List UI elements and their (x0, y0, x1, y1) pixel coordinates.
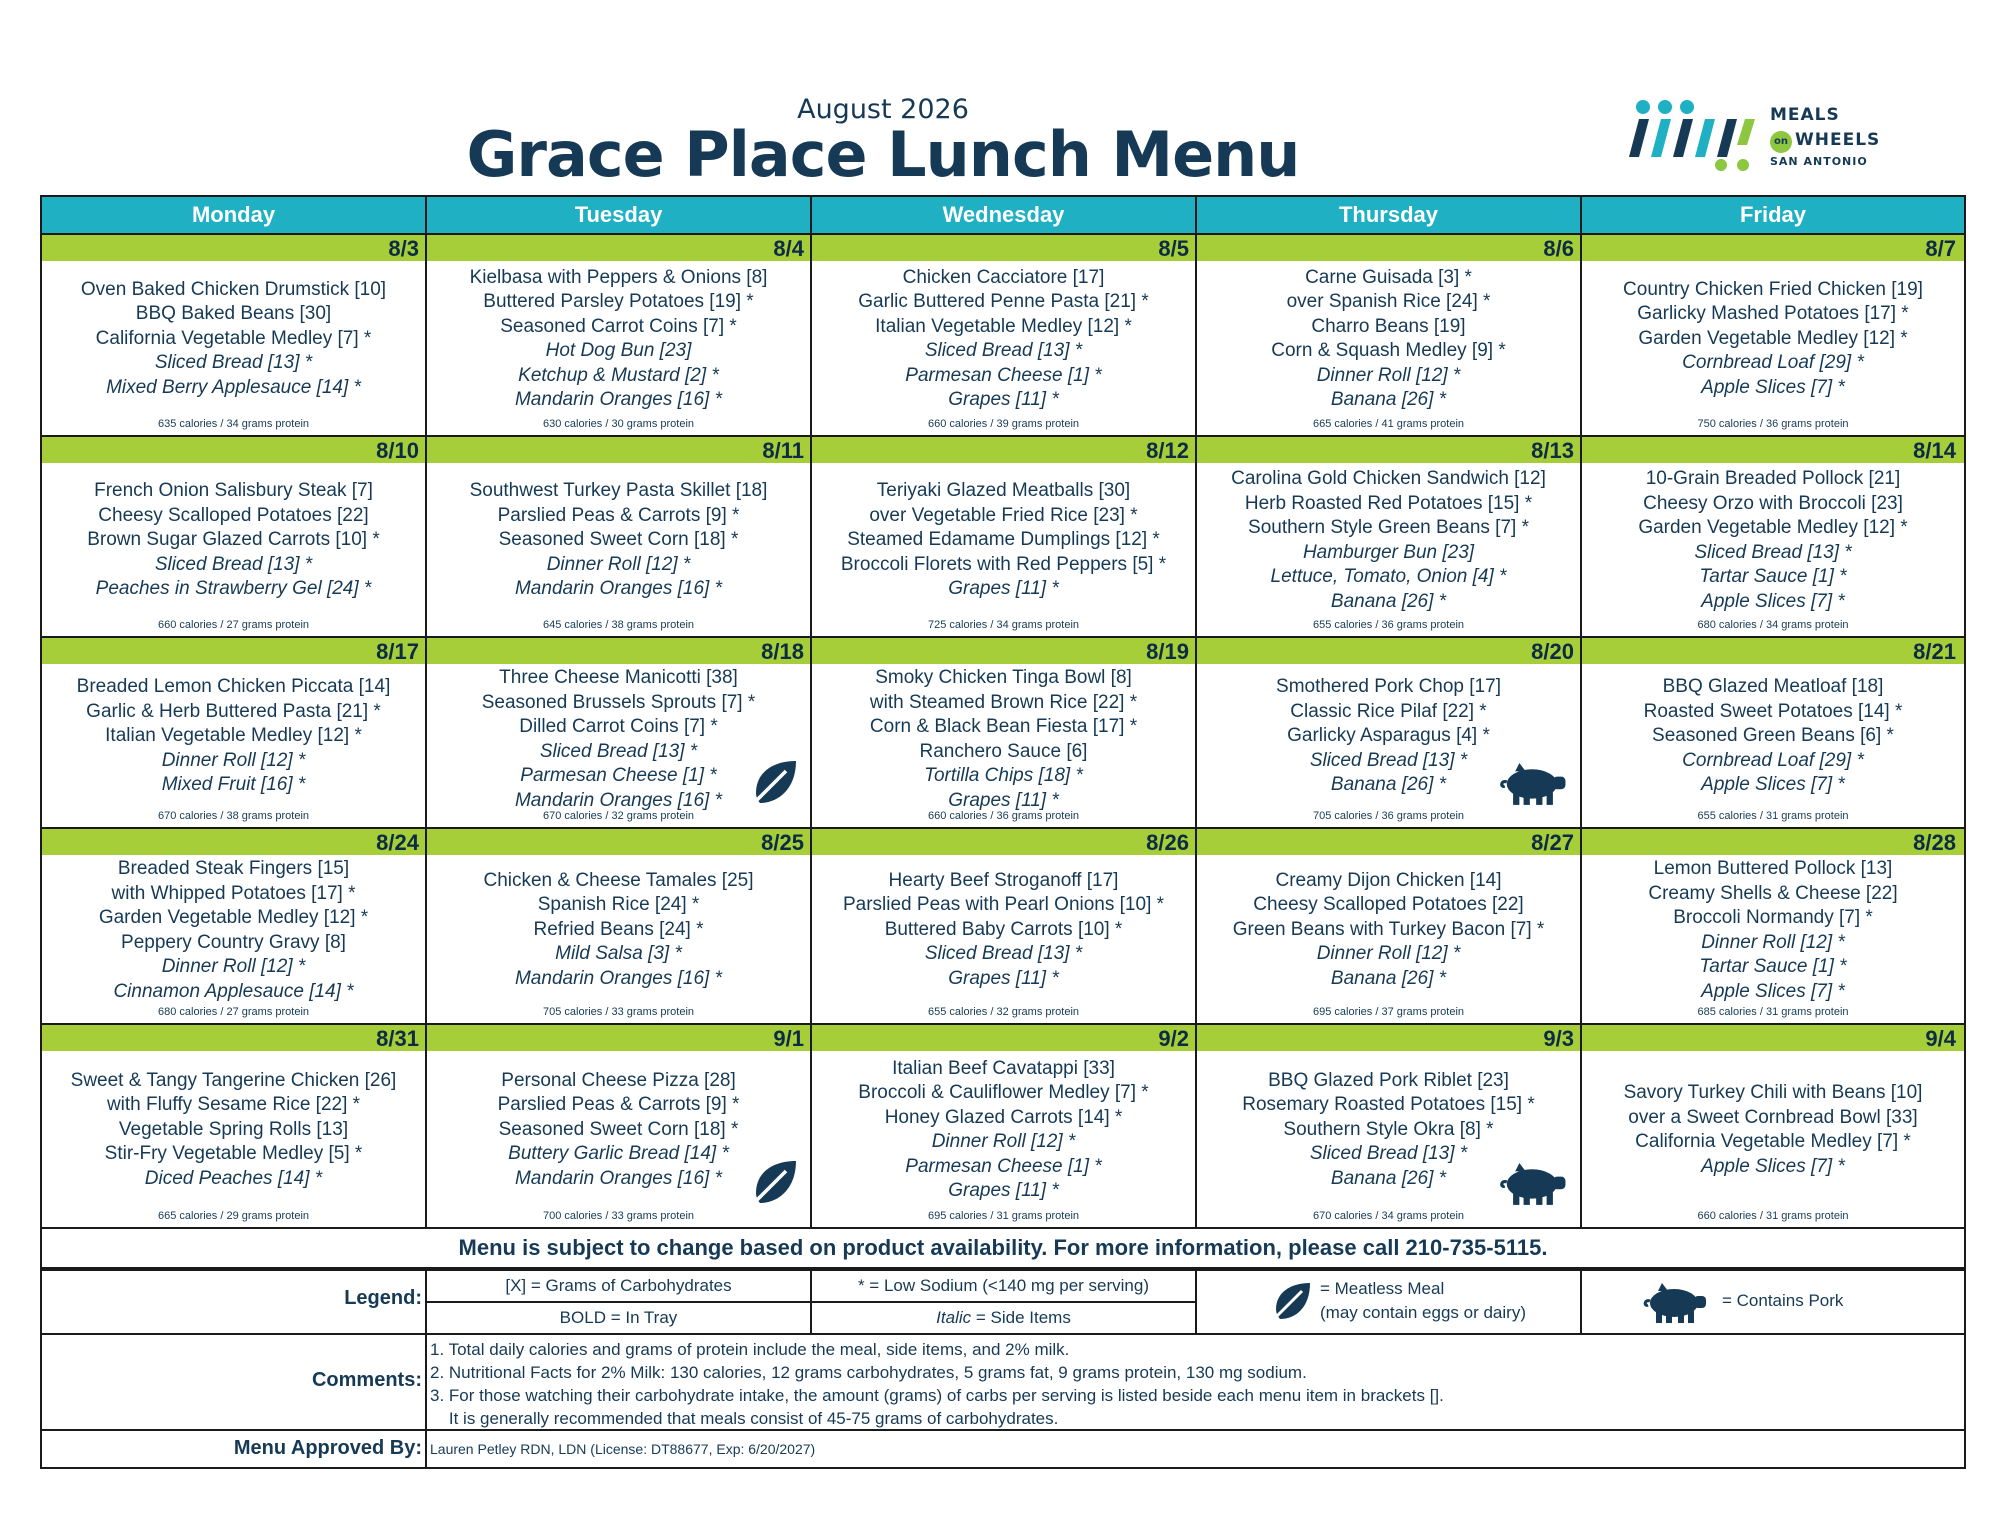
date-label: 9/3 (1543, 1026, 1574, 1051)
side-item: Dinner Roll [12] * (546, 553, 691, 575)
meal-item: Corn & Squash Medley [9] * (1271, 340, 1506, 361)
meal-item: Oven Baked Chicken Drumstick [10] (80, 278, 387, 300)
meal-item: French Onion Salisbury Steak [7] (94, 480, 373, 502)
side-item: Buttery Garlic Bread [14] * (508, 1143, 729, 1165)
menu-item-list (427, 869, 810, 992)
meal-item: Creamy Dijon Chicken [14] (1275, 869, 1502, 891)
meal-item: Lemon Buttered Pollock [13] (1653, 858, 1893, 879)
menu-cell-monday (42, 636, 427, 827)
nutrition-summary: 660 calories / 36 grams protein (927, 810, 1080, 822)
nutrition-summary: 725 calories / 34 grams protein (927, 619, 1080, 631)
date-label: 9/2 (1158, 1026, 1189, 1051)
menu-cell-thursday (1197, 233, 1582, 435)
menu-item-list (42, 675, 425, 798)
meal-item: Brown Sugar Glazed Carrots [10] * (87, 529, 380, 551)
meal-item: Ranchero Sauce [6] (919, 740, 1088, 762)
legend-carbs: [X] = Grams of Carbohydrates (505, 1276, 732, 1295)
nutrition-summary: 655 calories / 36 grams protein (1312, 619, 1465, 631)
legend-italic-word: Italic (936, 1308, 972, 1327)
nutrition-summary: 665 calories / 29 grams protein (157, 1210, 310, 1222)
meal-item: Carolina Gold Chicken Sandwich [12] (1231, 468, 1546, 489)
meal-item: Italian Vegetable Medley [12] * (105, 725, 362, 747)
week-row (42, 233, 1964, 435)
approved-by-label: Menu Approved By: (233, 1437, 422, 1459)
menu-cell-wednesday (812, 636, 1197, 827)
nutrition-summary: 655 calories / 31 grams protein (1697, 810, 1849, 822)
date-label: 8/27 (1531, 830, 1574, 855)
meal-item: Italian Beef Cavatappi [33] (892, 1057, 1115, 1079)
meal-item: Carne Guisada [3] * (1305, 266, 1472, 288)
meal-item: Seasoned Sweet Corn [18] * (498, 1118, 739, 1140)
meal-item: Seasoned Brussels Sprouts [7] * (481, 691, 756, 713)
nutrition-summary: 655 calories / 32 grams protein (927, 1006, 1080, 1018)
side-item: Dinner Roll [12] * (1316, 364, 1461, 386)
meal-item: Parslied Peas & Carrots [9] * (497, 504, 740, 526)
legend-label: Legend: (344, 1287, 422, 1309)
menu-cell-friday (1582, 636, 1964, 827)
menu-cell-thursday (1197, 636, 1582, 827)
meal-item: Corn & Black Bean Fiesta [17] * (869, 716, 1138, 737)
comments-label: Comments: (311, 1369, 422, 1391)
meal-item: Garden Vegetable Medley [12] * (1638, 327, 1908, 349)
meal-item: Roasted Sweet Potatoes [14] * (1643, 700, 1903, 722)
legend-italic (812, 1308, 1195, 1328)
date-label: 8/31 (376, 1026, 419, 1051)
meal-item: Country Chicken Fried Chicken [19] (1623, 278, 1923, 300)
side-item: Mandarin Oranges [16] * (514, 1167, 722, 1189)
meal-item: with Whipped Potatoes [17] * (111, 882, 356, 904)
meal-item: Personal Cheese Pizza [28] (501, 1069, 736, 1091)
legend-low-sodium: * = Low Sodium (<140 mg per serving) (857, 1276, 1150, 1295)
meal-item: Broccoli Normandy [7] * (1673, 907, 1873, 928)
nutrition-summary: 665 calories / 41 grams protein (1312, 418, 1465, 430)
meal-item: California Vegetable Medley [7] * (1635, 1131, 1911, 1152)
pig-icon (1642, 1283, 1708, 1330)
meal-item: Sweet & Tangy Tangerine Chicken [26] (70, 1069, 397, 1091)
meal-item: 10-Grain Breaded Pollock [21] (1645, 468, 1901, 489)
menu-item-list (1197, 467, 1580, 614)
meals-on-wheels-logo (1625, 95, 1895, 173)
legend-pork: = Contains Pork (1722, 1291, 1844, 1310)
meal-item: Buttered Parsley Potatoes [19] * (483, 291, 754, 312)
day-header-tuesday: Tuesday (427, 197, 812, 233)
side-item: Mild Salsa [3] * (555, 943, 682, 965)
date-label: 8/3 (388, 236, 419, 261)
side-item: Grapes [11] * (948, 967, 1059, 989)
side-item: Grapes [11] * (948, 1180, 1059, 1201)
legend-meatless-note: (may contain eggs or dairy) (1320, 1303, 1526, 1322)
menu-cell-monday (42, 827, 427, 1023)
date-label: 8/5 (1158, 236, 1189, 261)
side-item: Dinner Roll [12] * (161, 749, 306, 771)
week-row (42, 1023, 1964, 1227)
side-item: Ketchup & Mustard [2] * (518, 364, 719, 386)
meal-item: Refried Beans [24] * (533, 918, 704, 940)
side-item: Sliced Bread [13] * (154, 352, 313, 374)
date-label: 8/10 (376, 438, 419, 463)
meal-item: Rosemary Roasted Potatoes [15] * (1242, 1094, 1535, 1116)
meal-item: BBQ Glazed Pork Riblet [23] (1268, 1069, 1509, 1091)
meal-item: Garlic Buttered Penne Pasta [21] * (858, 291, 1149, 312)
date-label: 8/21 (1913, 639, 1956, 664)
side-item: Sliced Bread [13] * (1694, 541, 1852, 563)
side-item: Banana [26] * (1330, 590, 1447, 612)
side-item: Tartar Sauce [1] * (1699, 566, 1847, 587)
meal-item: over Spanish Rice [24] * (1286, 291, 1491, 312)
side-item: Hot Dog Bun [23] (545, 340, 692, 361)
menu-month: August 2026 (797, 94, 969, 125)
menu-item-list (42, 857, 425, 1004)
approved-by-value: Lauren Petley RDN, LDN (License: DT88677, Exp: 6/20/2027) (430, 1441, 816, 1457)
menu-item-list (1582, 467, 1964, 614)
date-label: 8/19 (1146, 639, 1189, 664)
meal-item: Three Cheese Manicotti [38] (499, 667, 738, 688)
logo-text-meals: MEALS (1770, 105, 1840, 125)
side-item: Hamburger Bun [23] (1302, 541, 1475, 563)
side-item: Sliced Bread [13] * (924, 340, 1083, 361)
menu-cell-tuesday (427, 827, 812, 1023)
menu-item-list (1197, 869, 1580, 992)
week-row (42, 827, 1964, 1023)
side-item: Parmesan Cheese [1] * (520, 765, 717, 786)
meal-item: Broccoli & Cauliflower Medley [7] * (858, 1082, 1149, 1103)
nutrition-summary: 645 calories / 38 grams protein (542, 619, 695, 631)
menu-cell-tuesday (427, 1023, 812, 1227)
menu-cell-friday (1582, 435, 1964, 636)
side-item: Apple Slices [7] * (1701, 590, 1845, 612)
menu-item-list (1582, 1081, 1964, 1179)
nutrition-summary: 695 calories / 31 grams protein (927, 1210, 1080, 1222)
approval-section (40, 1431, 1966, 1469)
side-item: Grapes [11] * (948, 789, 1059, 811)
side-item: Dinner Roll [12] * (931, 1131, 1076, 1152)
meal-item: Smoky Chicken Tinga Bowl [8] (875, 667, 1132, 688)
date-label: 8/17 (376, 639, 419, 664)
legend-italic-rest: = Side Items (971, 1308, 1071, 1327)
meal-item: Savory Turkey Chili with Beans [10] (1623, 1082, 1923, 1103)
menu-cell-wednesday (812, 435, 1197, 636)
meal-item: Kielbasa with Peppers & Onions [8] (469, 266, 768, 288)
date-label: 8/13 (1531, 438, 1574, 463)
nutrition-summary: 685 calories / 31 grams protein (1697, 1006, 1849, 1018)
leaf-icon (748, 759, 800, 814)
side-item: Sliced Bread [13] * (154, 553, 313, 575)
date-label: 9/1 (773, 1026, 804, 1051)
menu-cell-tuesday (427, 435, 812, 636)
date-label: 8/7 (1925, 236, 1956, 261)
leaf-icon (748, 1159, 800, 1214)
menu-item-list (812, 666, 1195, 813)
meal-item: Creamy Shells & Cheese [22] (1648, 882, 1898, 904)
side-item: Tortilla Chips [18] * (924, 765, 1083, 786)
logo-text-on: on (1770, 131, 1792, 153)
date-label: 8/4 (773, 236, 804, 261)
meal-item: Chicken & Cheese Tamales [25] (483, 869, 754, 891)
meal-item: Parslied Peas with Pearl Onions [10] * (842, 894, 1165, 916)
menu-cell-friday (1582, 233, 1964, 435)
meal-item: Dilled Carrot Coins [7] * (519, 716, 718, 737)
logo-text-wheels: WHEELS (1795, 130, 1881, 150)
menu-item-list (427, 266, 810, 413)
side-item: Diced Peaches [14] * (144, 1167, 323, 1189)
day-header-thursday: Thursday (1197, 197, 1582, 233)
menu-item-list (812, 1057, 1195, 1204)
legend-bold: BOLD = In Tray (559, 1308, 678, 1327)
menu-item-list (812, 266, 1195, 413)
meal-item: Garden Vegetable Medley [12] * (1638, 517, 1908, 538)
date-label: 8/14 (1913, 438, 1956, 463)
nutrition-summary: 670 calories / 32 grams protein (542, 810, 695, 822)
meal-item: BBQ Baked Beans [30] (135, 303, 332, 325)
side-item: Sliced Bread [13] * (924, 943, 1083, 965)
nutrition-summary: 705 calories / 36 grams protein (1312, 810, 1465, 822)
weekday-header-row (42, 197, 1964, 233)
nutrition-summary: 750 calories / 36 grams protein (1697, 418, 1849, 430)
meal-item: California Vegetable Medley [7] * (95, 327, 372, 349)
comment-line-2: 2. Nutritional Facts for 2% Milk: 130 calories, 12 grams carbohydrates, 5 grams fat, 9 grams protein, 130 mg sodium. (430, 1363, 1307, 1382)
side-item: Dinner Roll [12] * (1701, 931, 1845, 953)
menu-cell-tuesday (427, 636, 812, 827)
side-item: Mandarin Oranges [16] * (514, 967, 722, 989)
comments-section (40, 1333, 1966, 1431)
side-item: Mandarin Oranges [16] * (514, 789, 722, 811)
day-header-monday: Monday (42, 197, 427, 233)
meal-item: with Fluffy Sesame Rice [22] * (106, 1094, 361, 1116)
menu-item-list (427, 479, 810, 602)
side-item: Mixed Fruit [16] * (161, 774, 306, 796)
week-row (42, 435, 1964, 636)
date-label: 8/11 (762, 438, 804, 463)
side-item: Mixed Berry Applesauce [14] * (106, 376, 361, 398)
meal-item: Chicken Cacciatore [17] (902, 266, 1105, 288)
meal-item: Stir-Fry Vegetable Medley [5] * (104, 1143, 363, 1165)
nutrition-summary: 670 calories / 38 grams protein (157, 810, 310, 822)
meal-item: Steamed Edamame Dumplings [12] * (847, 529, 1160, 551)
nutrition-summary: 660 calories / 27 grams protein (157, 619, 310, 631)
menu-cell-monday (42, 1023, 427, 1227)
availability-notice: Menu is subject to change based on product availability. For more information, please call 210-735-5115. (40, 1229, 1966, 1269)
side-item: Cornbread Loaf [29] * (1682, 749, 1864, 771)
day-header-wednesday: Wednesday (812, 197, 1197, 233)
menu-item-list (42, 278, 425, 401)
menu-cell-thursday (1197, 1023, 1582, 1227)
meal-item: BBQ Glazed Meatloaf [18] (1662, 676, 1884, 698)
menu-cell-thursday (1197, 827, 1582, 1023)
nutrition-summary: 660 calories / 31 grams protein (1697, 1210, 1849, 1222)
legend-section (40, 1269, 1966, 1335)
side-item: Grapes [11] * (948, 389, 1059, 410)
side-item: Grapes [11] * (948, 578, 1059, 600)
side-item: Lettuce, Tomato, Onion [4] * (1270, 566, 1507, 587)
meal-item: Charro Beans [19] (1311, 315, 1466, 337)
logo-mark-icon (1625, 95, 1765, 173)
meal-item: Seasoned Carrot Coins [7] * (500, 315, 737, 337)
meal-item: Herb Roasted Red Potatoes [15] * (1244, 492, 1533, 514)
nutrition-summary: 635 calories / 34 grams protein (157, 418, 310, 430)
menu-item-list (1582, 857, 1964, 1004)
side-item: Parmesan Cheese [1] * (905, 364, 1102, 386)
side-item: Cinnamon Applesauce [14] * (113, 980, 354, 1002)
leaf-icon (1270, 1281, 1314, 1328)
comment-line-1: 1. Total daily calories and grams of protein include the meal, side items, and 2% milk. (430, 1340, 1070, 1359)
meal-item: Southwest Turkey Pasta Skillet [18] (469, 480, 768, 502)
meal-item: Spanish Rice [24] * (537, 894, 700, 916)
day-header-friday: Friday (1739, 202, 1807, 227)
menu-cell-friday (1582, 827, 1964, 1023)
menu-item-list (1197, 266, 1580, 413)
side-item: Parmesan Cheese [1] * (905, 1155, 1102, 1177)
menu-cell-friday (1582, 1023, 1964, 1227)
menu-cell-wednesday (812, 827, 1197, 1023)
side-item: Banana [26] * (1330, 967, 1447, 989)
date-label: 8/28 (1913, 830, 1956, 855)
menu-item-list (42, 479, 425, 602)
meal-item: Garlicky Asparagus [4] * (1287, 725, 1490, 747)
meal-item: Cheesy Scalloped Potatoes [22] (98, 504, 369, 526)
side-item: Apple Slices [7] * (1701, 1155, 1845, 1177)
meal-item: Italian Vegetable Medley [12] * (875, 315, 1132, 337)
side-item: Banana [26] * (1330, 1167, 1447, 1189)
menu-cell-tuesday (427, 233, 812, 435)
nutrition-summary: 670 calories / 34 grams protein (1312, 1210, 1465, 1222)
nutrition-summary: 700 calories / 33 grams protein (542, 1210, 695, 1222)
date-label: 9/4 (1925, 1026, 1956, 1051)
date-label: 8/26 (1146, 830, 1189, 855)
legend-meatless: = Meatless Meal (1320, 1279, 1445, 1298)
meal-item: Parslied Peas & Carrots [9] * (497, 1094, 740, 1116)
side-item: Sliced Bread [13] * (1309, 1143, 1468, 1165)
meal-item: Cheesy Scalloped Potatoes [22] (1253, 894, 1524, 916)
menu-item-list (1582, 278, 1964, 401)
side-item: Sliced Bread [13] * (539, 740, 698, 762)
meal-item: Broccoli Florets with Red Peppers [5] * (840, 553, 1167, 575)
nutrition-summary: 660 calories / 39 grams protein (927, 418, 1080, 430)
meal-item: Cheesy Orzo with Broccoli [23] (1643, 492, 1903, 514)
comment-line-4: It is generally recommended that meals consist of 45-75 grams of carbohydrates. (430, 1409, 1059, 1428)
meal-item: Seasoned Green Beans [6] * (1652, 725, 1894, 747)
logo-text-san-antonio: SAN ANTONIO (1770, 155, 1868, 168)
side-item: Mandarin Oranges [16] * (514, 389, 722, 410)
meal-item: Garlic & Herb Buttered Pasta [21] * (86, 700, 381, 722)
side-item: Dinner Roll [12] * (161, 956, 306, 977)
meal-item: Garden Vegetable Medley [12] * (98, 907, 369, 928)
menu-cell-monday (42, 233, 427, 435)
menu-cell-thursday (1197, 435, 1582, 636)
menu-item-list (42, 1069, 425, 1192)
date-label: 8/20 (1531, 639, 1574, 664)
meal-item: with Steamed Brown Rice [22] * (869, 691, 1138, 713)
side-item: Cornbread Loaf [29] * (1682, 352, 1864, 374)
menu-item-list (812, 869, 1195, 992)
nutrition-summary: 695 calories / 37 grams protein (1312, 1006, 1465, 1018)
date-label: 8/6 (1543, 236, 1574, 261)
menu-cell-monday (42, 435, 427, 636)
page-title: Grace Place Lunch Menu (466, 118, 1300, 191)
date-label: 8/18 (761, 639, 804, 664)
nutrition-summary: 680 calories / 27 grams protein (157, 1006, 310, 1018)
pig-icon (1498, 1163, 1568, 1212)
date-label: 8/25 (761, 830, 804, 855)
meal-item: Teriyaki Glazed Meatballs [30] (876, 480, 1131, 502)
meal-item: Southern Style Green Beans [7] * (1248, 517, 1529, 538)
menu-item-list (812, 479, 1195, 602)
side-item: Sliced Bread [13] * (1309, 749, 1468, 771)
menu-cell-wednesday (812, 233, 1197, 435)
meal-item: Buttered Baby Carrots [10] * (884, 918, 1123, 940)
meal-item: Southern Style Okra [8] * (1283, 1118, 1494, 1140)
menu-item-list (1582, 675, 1964, 798)
side-item: Peaches in Strawberry Gel [24] * (95, 578, 372, 600)
meal-item: over a Sweet Cornbread Bowl [33] (1628, 1106, 1918, 1128)
week-row (42, 636, 1964, 827)
meal-item: Classic Rice Pilaf [22] * (1290, 700, 1487, 722)
meal-item: Smothered Pork Chop [17] (1276, 676, 1501, 698)
date-label: 8/12 (1146, 438, 1189, 463)
side-item: Dinner Roll [12] * (1316, 943, 1461, 965)
meal-item: Green Beans with Turkey Bacon [7] * (1232, 918, 1545, 940)
meal-item: Peppery Country Gravy [8] (121, 931, 346, 953)
menu-calendar-grid (40, 195, 1966, 1229)
nutrition-summary: 630 calories / 30 grams protein (542, 418, 695, 430)
side-item: Tartar Sauce [1] * (1699, 956, 1847, 977)
side-item: Apple Slices [7] * (1701, 980, 1845, 1002)
meal-item: Vegetable Spring Rolls [13] (118, 1118, 349, 1140)
meal-item: over Vegetable Fried Rice [23] * (869, 504, 1138, 526)
meal-item: Garlicky Mashed Potatoes [17] * (1637, 303, 1909, 325)
nutrition-summary: 705 calories / 33 grams protein (542, 1006, 695, 1018)
side-item: Banana [26] * (1330, 774, 1447, 796)
meal-item: Breaded Steak Fingers [15] (117, 858, 350, 879)
menu-cell-wednesday (812, 1023, 1197, 1227)
side-item: Mandarin Oranges [16] * (514, 578, 722, 600)
side-item: Apple Slices [7] * (1701, 376, 1845, 398)
date-label: 8/24 (376, 830, 419, 855)
meal-item: Breaded Lemon Chicken Piccata [14] (76, 676, 391, 698)
side-item: Apple Slices [7] * (1701, 774, 1845, 796)
meal-item: Hearty Beef Stroganoff [17] (888, 869, 1119, 891)
side-item: Banana [26] * (1330, 389, 1447, 410)
meal-item: Seasoned Sweet Corn [18] * (498, 529, 739, 551)
meal-item: Honey Glazed Carrots [14] * (884, 1106, 1123, 1128)
comment-line-3: 3. For those watching their carbohydrate intake, the amount (grams) of carbs per serving is listed beside each menu item in brackets []. (430, 1386, 1444, 1405)
pig-icon (1498, 763, 1568, 812)
nutrition-summary: 680 calories / 34 grams protein (1697, 619, 1849, 631)
